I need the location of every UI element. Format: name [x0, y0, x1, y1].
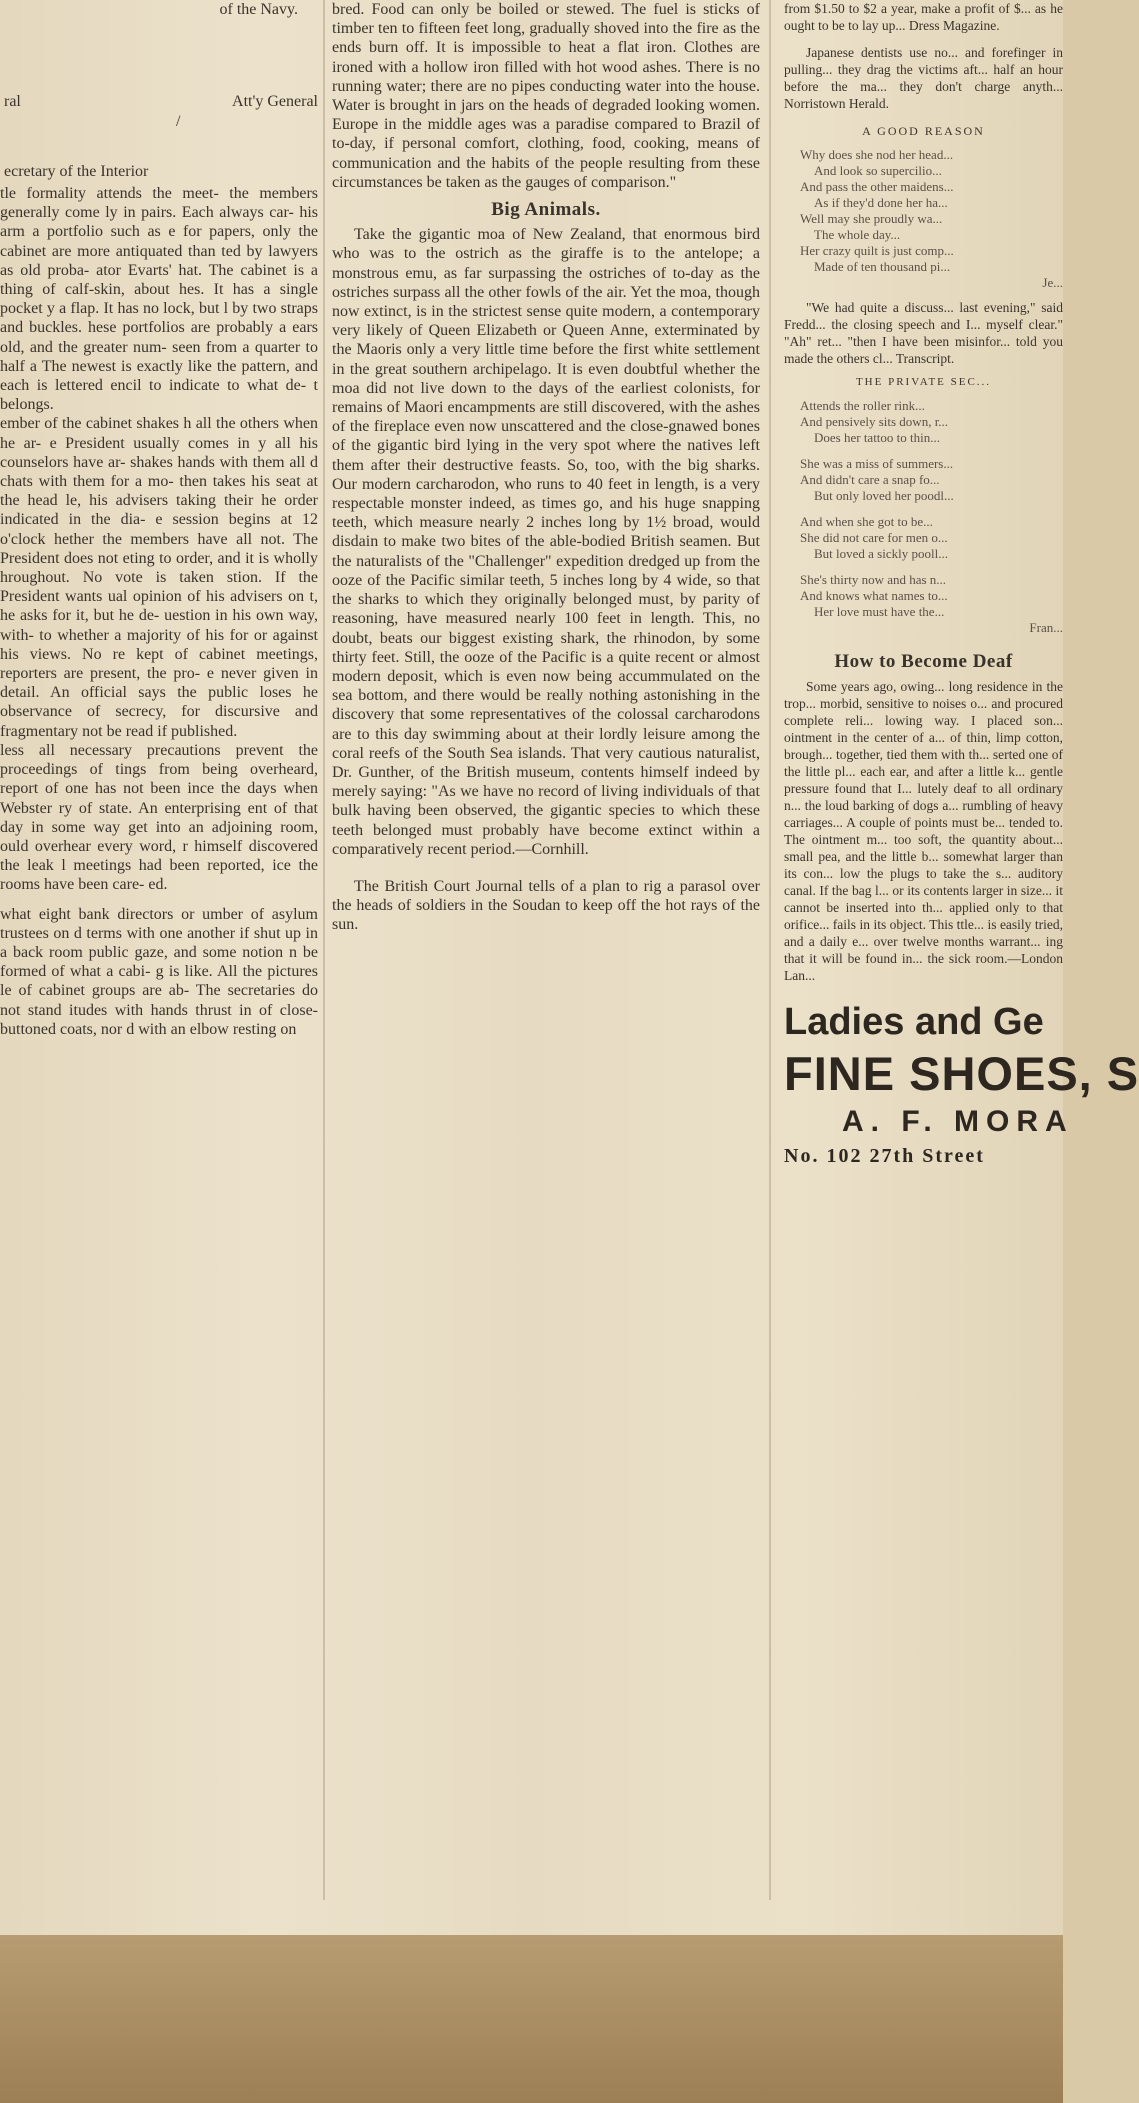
ad-line-address: No. 102 27th Street	[784, 1144, 985, 1167]
article-paragraph: Japanese dentists use no... and forefinger in pulling... they drag the victims aft... half an hour before the ma... they don't charge anyth... Norristown Herald.	[784, 45, 1063, 111]
headline-how-to-become-deaf: How to Become Deaf	[834, 651, 1013, 673]
poem-line: As if they'd done her ha...	[814, 195, 948, 211]
article-paragraph: from $1.50 to $2 a year, make a profit of $... as he ought to be to lay up... Dress Magazine.	[784, 1, 1063, 33]
poem	[784, 398, 1063, 636]
poem-line: Does her tattoo to thin...	[814, 430, 941, 446]
page-edge-shadow	[0, 1935, 1063, 2103]
diagram-label-navy: of the Navy.	[219, 1, 298, 18]
poem-line: Why does she nod her head...	[800, 147, 954, 163]
article-paragraph: ember of the cabinet shakes h all the others when he ar- e President usually comes in y all his counselors have ar- shakes hands with them all d chats with them for a mo- then takes his seat at the head le, his advisers taking their he order indicated in the dia- e session begins at 12 o'clock hether the members have all not. The President does not eting to order, and it is wholly hroughout. No vote is taken stion. If the President wants ual opinion of his advisers on t, he asks for it, but he de- uestion in his own way, with- to whether a majority of his for or against his views. No re kept of cabinet meetings, reporters are present, the pro- e never given in detail. An official says the public loses he observance of secrecy, for discursive and fragmentary not be read if published.	[0, 415, 318, 740]
poem-line: And when she got to be...	[800, 514, 933, 530]
poem-title: A GOOD REASON	[862, 124, 985, 138]
poem-line: Attends the roller rink...	[800, 398, 925, 414]
article-paragraph: Some years ago, owing... long residence in the trop... morbid, sensitive to noises o... and procured complete reli... lowing way. I placed son... ointment in the center of a... of thin, limp cotton, brough... together, tied them with th... serted one of the little pl... each ear, and after a little k... gentle pressure found that I... lutely deaf to all ordinary n... the loud barking of dogs a... rumbling of heavy carriages... A couple of points must be... tended to. The ointment m... too soft, the quantity about... small pea, and the little b... somewhat larger than its con... low the plugs to take the s... auditory canal. If the bag l... or its contents larger in size... it cannot be inserted into th... applied only to that orifice... fails in its object. This ttle... is easily tried, and a daily e... over twelve months warrant... ing that it will be found in... the sick room.—London Lan...	[784, 678, 1063, 983]
poem-line: Well may she proudly wa...	[800, 211, 943, 227]
poem-line: She's thirty now and has n...	[800, 572, 947, 588]
column-rule	[769, 0, 771, 1900]
cabinet-diagram-labels	[0, 0, 318, 180]
article-paragraph: The British Court Journal tells of a plan to rig a parasol over the heads of soldiers in the Soudan to keep off the hot rays of the sun.	[332, 877, 760, 934]
article-paragraph: bred. Food can only be boiled or stewed. The fuel is sticks of timber ten to fifteen feet long, gradually shoved into the fire as the ends burn off. It is impossible to heat a flat iron. Clothes are ironed with a hollow iron filled with hot wood ashes. There is no running water; there are no pipes conducting water into the house. Water is brought in jars on the heads of degraded looking women. Europe in the middle ages was a paradise compared to Brazil of to-day, if personal comfort, clothing, food, cooking, means of communication and the habits of the people resulting from these circumstances be taken as the gauges of comparison."	[332, 1, 760, 191]
poem-line: And pass the other maidens...	[800, 179, 954, 195]
column-right	[784, 0, 1139, 1170]
diagram-mark: /	[176, 113, 181, 130]
article-paragraph: "We had quite a discuss... last evening," said Fredd... the closing speech and I... myself clear." "Ah" ret... "then I have been misinfor... told you made the others cl... Transcript.	[784, 300, 1063, 367]
poem-line: Her love must have the...	[814, 604, 945, 620]
poem-line: Fran...	[1029, 620, 1063, 636]
diagram-label-ral: ral	[4, 93, 21, 110]
poem-line: The whole day...	[814, 227, 901, 243]
ad-line-ladies: Ladies and Ge	[784, 1000, 1044, 1043]
poem-line: Made of ten thousand pi...	[814, 259, 951, 275]
poem-line: And pensively sits down, r...	[800, 414, 949, 430]
headline-big-animals: Big Animals.	[491, 199, 601, 221]
article-paragraph: what eight bank directors or umber of asylum trustees on d terms with one another if shut up in a back room public gaze, and some notion n be formed of what a cabi- g is like. All the pictures le of cabinet groups are ab- The secretaries do not stand itudes with hands thrust in of close-buttoned coats, nor d with an elbow resting on	[0, 905, 318, 1038]
diagram-label-attorney-general: Att'y General	[232, 93, 318, 110]
poem-line: And knows what names to...	[800, 588, 948, 604]
article-paragraph: tle formality attends the meet- the members generally come ly in pairs. Each always car- his arm a portfolio such as e for papers, only the cabinet are more antiquated than ted by lawyers as old proba- ator Evarts' hat. The cabinet is a thing of calf-skin, about hes. It has a single pocket y a flap. It has no lock, but l by two straps and buckles. hese portfolios are probably a ears old, and the greater num- seen from a quarter to half a The newest is exactly like the pattern, and each is lettered encil to indicate to what de- t belongs.	[0, 185, 318, 414]
poem-line: And look so supercilio...	[814, 163, 942, 179]
ad-line-fine-shoes: FINE SHOES, S	[784, 1046, 1139, 1100]
poem-line: She did not care for men o...	[800, 530, 948, 546]
column-rule	[323, 0, 325, 1900]
poem-line: And didn't care a snap fo...	[800, 472, 940, 488]
ad-line-merchant: A. F. MORA	[842, 1104, 1074, 1138]
poem	[784, 147, 1063, 291]
poem-line: But loved a sickly pooll...	[814, 546, 948, 562]
diagram-label-interior: ecretary of the Interior	[4, 163, 149, 180]
poem-line: Je...	[1042, 275, 1063, 291]
advertisement	[784, 998, 1139, 1170]
poem-line: But only loved her poodl...	[814, 488, 954, 504]
article-paragraph: less all necessary precautions prevent the proceedings of tings from being overheard, report of one has not been ince the days when Webster ry of state. An enterprising ent of that day in some way get into an adjoining room, ould overhear every word, r himself discovered the leak l meetings had been reported, ice the rooms have been care- ed.	[0, 741, 318, 894]
poem-title: THE PRIVATE SEC...	[855, 376, 992, 389]
poem-line: Her crazy quilt is just comp...	[800, 243, 954, 259]
poem-line: She was a miss of summers...	[800, 456, 954, 472]
column-left	[0, 0, 318, 1039]
column-middle	[332, 0, 760, 935]
article-paragraph: Take the gigantic moa of New Zealand, that enormous bird who was to the ostrich as the giraffe is to the antelope; a monstrous emu, as far surpassing the ostriches of to-day as the ostriches surpass all the other fowls of the air. Yet the moa, though now extinct, is in the strictest sense quite modern, a contemporary very likely of Queen Elizabeth or Queen Anne, exterminated by the Maoris only a very little time before the first white settlement in the great southern archipelago. It is even doubtful whether the moa did not live down to the days of the earliest colonists, for remains of Maori encampments are still discovered, with the ashes of the fireplace even now unscattered and the close-gnawed bones of the gigantic bird lying in the very spot where the natives left them after their destructive feasts. So, too, with the big sharks. Our modern carcharodon, who runs to 40 feet in length, is a very respectable monster indeed, as times go, and his huge snapping teeth, which measure nearly 2 inches long by 1½ broad, would disdain to make two bites of the able-bodied British seamen. But the naturalists of the "Challenger" expedition dredged up from the ooze of the Pacific similar teeth, 5 inches long by 4 wide, so that the sharks to which they originally belonged must, by parity of reasoning, have measured nearly 100 feet in length. This, no doubt, beats our biggest existing shark, the rhinodon, by some thirty feet. Still, the ooze of the Pacific is a quite recent or almost modern deposit, which is even now being accummulated on the sea bottom, and there would be really nothing astonishing in the discovery that some representatives of the colossal carcharodons are to this day swimming about at their lordly leisure among the coral reefs of the South Sea islands. That very cautious naturalist, Dr. Gunther, of the British museum, contents himself indeed by merely saying: "As we have no record of living individuals of that bulk having been observed, the gigantic species to which these teeth belonged must probably have become extinct within a comparatively recent period.—Cornhill.	[332, 226, 760, 858]
